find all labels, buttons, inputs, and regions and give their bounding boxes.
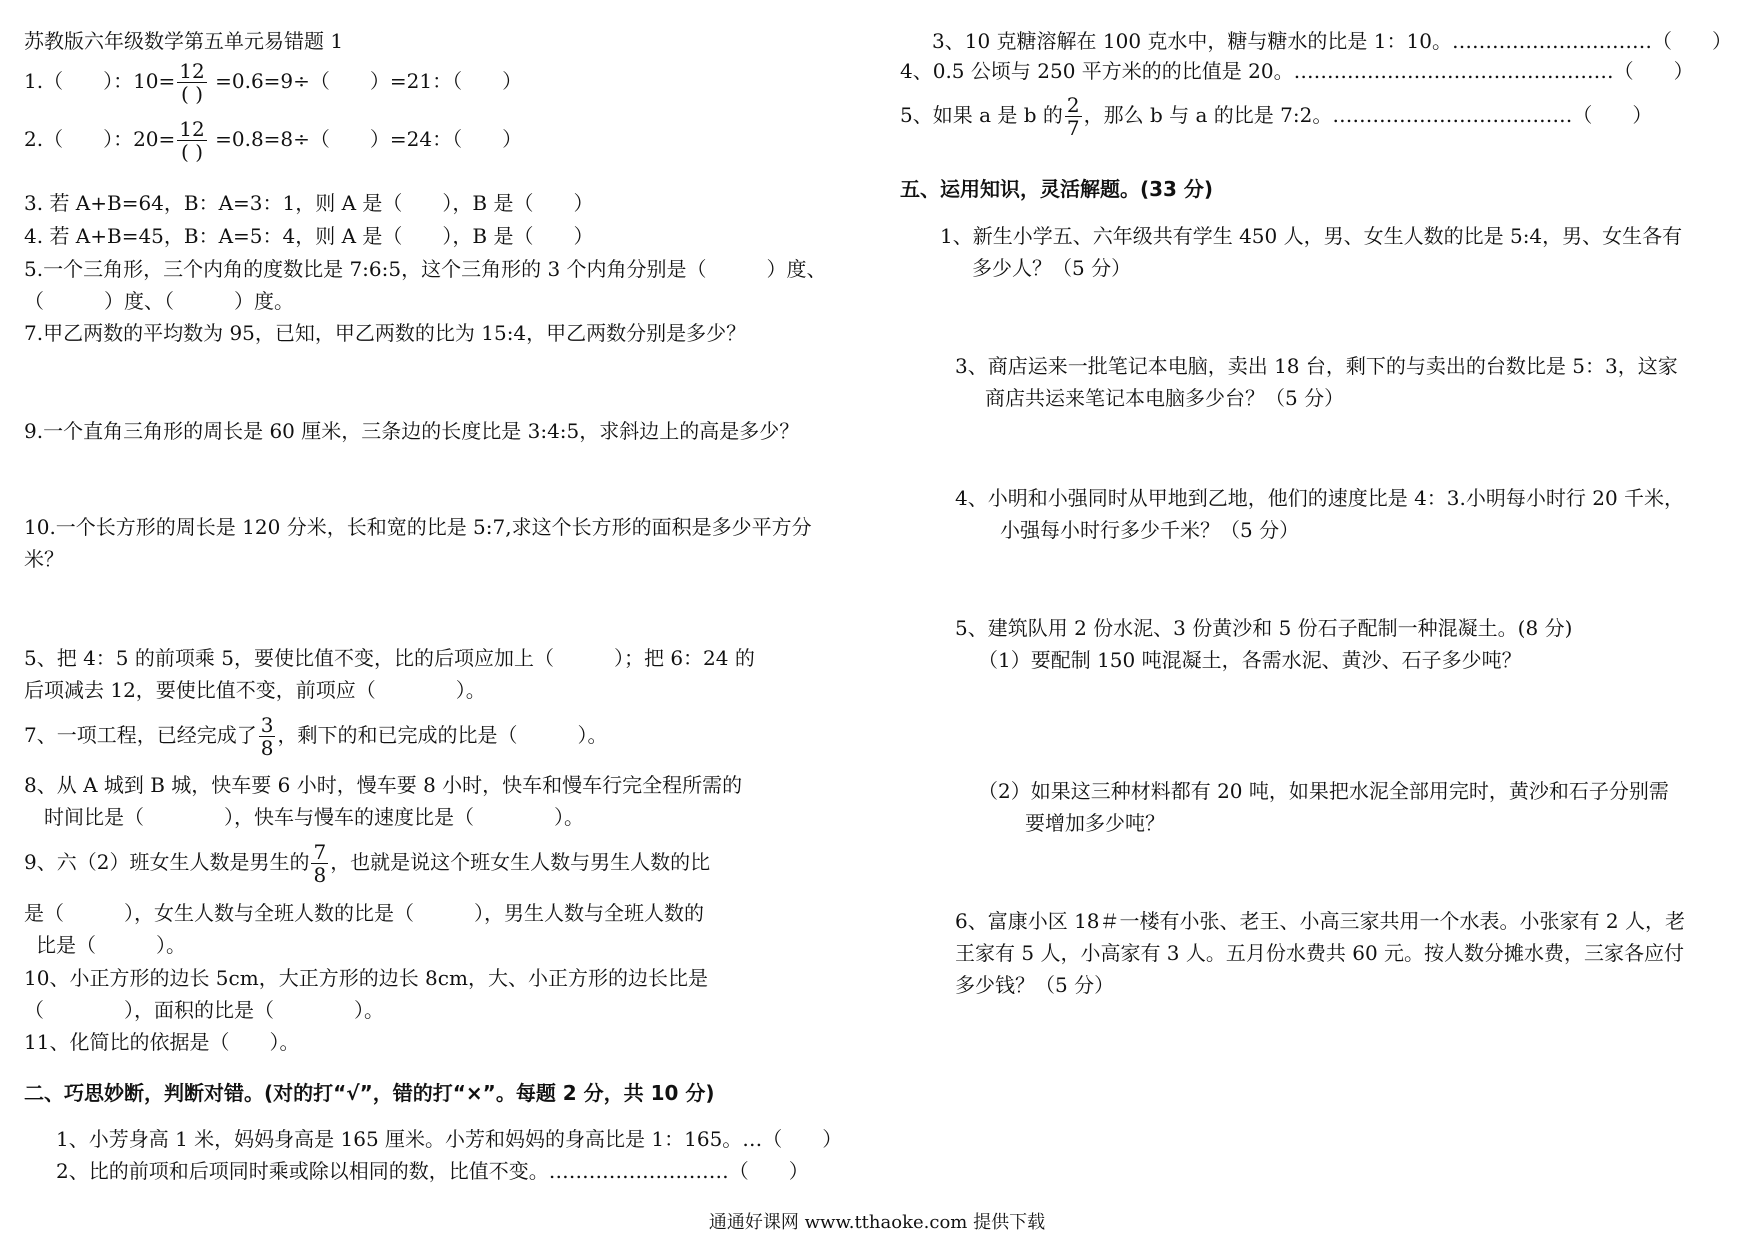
q2-fraction — [177, 118, 206, 163]
j5-prefix: 5、如果 a 是 b 的 — [900, 103, 1063, 127]
judge-2: 2、比的前项和后项同时乘或除以相同的数，比值不变。………………………（ ） — [56, 1159, 809, 1183]
question-5-line-2: （ ）度、（ ）度。 — [24, 289, 294, 313]
j5-fraction — [1065, 94, 1082, 139]
part-8-line-2: 时间比是（ ），快车与慢车的速度比是（ ）。 — [44, 805, 584, 829]
question-1 — [24, 60, 522, 105]
part-8-line-1: 8、从 A 城到 B 城，快车要 6 小时，慢车要 8 小时，快车和慢车行完全程所需的 — [24, 773, 743, 797]
p7-fraction — [259, 714, 276, 759]
p9-numerator: 7 — [313, 840, 327, 864]
section-5-heading: 五、运用知识，灵活解题。(33 分) — [900, 177, 1214, 201]
part-9-line-1 — [24, 841, 710, 886]
j5-numerator: 2 — [1066, 93, 1080, 117]
part-11: 11、化简比的依据是（ ）。 — [24, 1030, 300, 1054]
q1-fraction — [177, 60, 206, 105]
part-10-line-1: 10、小正方形的边长 5cm，大正方形的边长 8cm，大、小正方形的边长比是 — [24, 966, 708, 990]
q2-denominator: ( ) — [181, 140, 203, 164]
judge-3: 3、10 克糖溶解在 100 克水中，糖与糖水的比是 1：10。…………………………（ ） — [932, 29, 1732, 53]
part-9-line-3: 比是（ ）。 — [36, 933, 186, 957]
word-problem-3-line-2: 商店共运来笔记本电脑多少台？（5 分） — [985, 386, 1345, 410]
j5-denominator: 7 — [1066, 116, 1080, 140]
j5-suffix: ，那么 b 与 a 的比是 7:2。………………………………（ ） — [1083, 103, 1653, 127]
question-10-line-2: 米？ — [24, 547, 64, 571]
question-4: 4. 若 A+B=45，B：A=5：4，则 A 是（ ），B 是（ ） — [24, 224, 594, 248]
question-5-line-1: 5.一个三角形，三个内角的度数比是 7:6:5，这个三角形的 3 个内角分别是（ ）度、 — [24, 257, 827, 281]
part-5-line-2: 后项减去 12，要使比值不变，前项应（ ）。 — [24, 678, 486, 702]
p9-prefix: 9、六（2）班女生人数是男生的 — [24, 850, 310, 874]
p7-denominator: 8 — [260, 736, 274, 760]
question-3: 3. 若 A+B=64，B：A=3：1，则 A 是（ ），B 是（ ） — [24, 191, 594, 215]
word-problem-1-line-1: 1、新生小学五、六年级共有学生 450 人，男、女生人数的比是 5:4，男、女生各有 — [940, 224, 1683, 248]
q2-suffix: =0.8=8÷（ ）=24：（ ） — [208, 127, 523, 151]
q2-numerator: 12 — [179, 117, 205, 141]
word-problem-5-part-1: （1）要配制 150 吨混凝土，各需水泥、黄沙、石子多少吨？ — [978, 648, 1522, 672]
q1-suffix: =0.6=9÷（ ）=21：（ ） — [208, 69, 523, 93]
p9-denominator: 8 — [313, 863, 327, 887]
worksheet-title: 苏教版六年级数学第五单元易错题 1 — [24, 29, 344, 53]
judge-1: 1、小芳身高 1 米，妈妈身高是 165 厘米。小芳和妈妈的身高比是 1：165。…（ ） — [56, 1127, 843, 1151]
word-problem-5: 5、建筑队用 2 份水泥、3 份黄沙和 5 份石子配制一种混凝土。(8 分) — [955, 616, 1573, 640]
q2-prefix: 2.（ ）：20= — [24, 127, 176, 151]
question-7: 7.甲乙两数的平均数为 95，已知，甲乙两数的比为 15:4，甲乙两数分别是多少？ — [24, 321, 747, 345]
word-problem-6-line-3: 多少钱？（5 分） — [955, 973, 1115, 997]
q1-denominator: ( ) — [181, 82, 203, 106]
q1-prefix: 1.（ ）：10= — [24, 69, 176, 93]
question-2 — [24, 118, 522, 163]
word-problem-4-line-2: 小强每小时行多少千米？（5 分） — [1000, 518, 1300, 542]
p7-prefix: 7、一项工程，已经完成了 — [24, 723, 257, 747]
word-problem-6-line-2: 王家有 5 人，小高家有 3 人。五月份水费共 60 元。按人数分摊水费，三家各应付 — [955, 941, 1685, 965]
section-2-heading: 二、巧思妙断，判断对错。(对的打“√”，错的打“×”。每题 2 分，共 10 分) — [24, 1081, 715, 1105]
p7-numerator: 3 — [260, 713, 274, 737]
p9-suffix: ，也就是说这个班女生人数与男生人数的比 — [330, 850, 711, 874]
question-10-line-1: 10.一个长方形的周长是 120 分米，长和宽的比是 5:7,求这个长方形的面积是多少平方分 — [24, 515, 812, 539]
part-9-line-2: 是（ ），女生人数与全班人数的比是（ ），男生人数与全班人数的 — [24, 901, 704, 925]
p7-suffix: ，剩下的和已完成的比是（ ）。 — [277, 723, 608, 747]
judge-5 — [900, 94, 1652, 139]
footer-credit: 通通好课网 www.tthaoke.com 提供下载 — [708, 1212, 1046, 1233]
judge-4: 4、0.5 公顷与 250 平方米的的比值是 20。…………………………………………（ ） — [900, 59, 1694, 83]
word-problem-3-line-1: 3、商店运来一批笔记本电脑，卖出 18 台，剩下的与卖出的台数比是 5：3，这家 — [955, 354, 1678, 378]
word-problem-5-part-2-line-2: 要增加多少吨？ — [1025, 811, 1165, 835]
word-problem-5-part-2-line-1: （2）如果这三种材料都有 20 吨，如果把水泥全部用完时，黄沙和石子分别需 — [978, 779, 1669, 803]
p9-fraction — [311, 841, 328, 886]
part-7 — [24, 714, 607, 759]
q1-numerator: 12 — [179, 59, 205, 83]
word-problem-6-line-1: 6、富康小区 18＃一楼有小张、老王、小高三家共用一个水表。小张家有 2 人，老 — [955, 909, 1685, 933]
word-problem-1-line-2: 多少人？（5 分） — [972, 256, 1132, 280]
word-problem-4-line-1: 4、小明和小强同时从甲地到乙地，他们的速度比是 4：3.小明每小时行 20 千米， — [955, 486, 1685, 510]
part-5-line-1: 5、把 4：5 的前项乘 5，要使比值不变，比的后项应加上（ ）；把 6：24 的 — [24, 646, 755, 670]
part-10-line-2: （ ），面积的比是（ ）。 — [24, 998, 384, 1022]
question-9: 9.一个直角三角形的周长是 60 厘米，三条边的长度比是 3:4:5，求斜边上的高是多少？ — [24, 419, 800, 443]
